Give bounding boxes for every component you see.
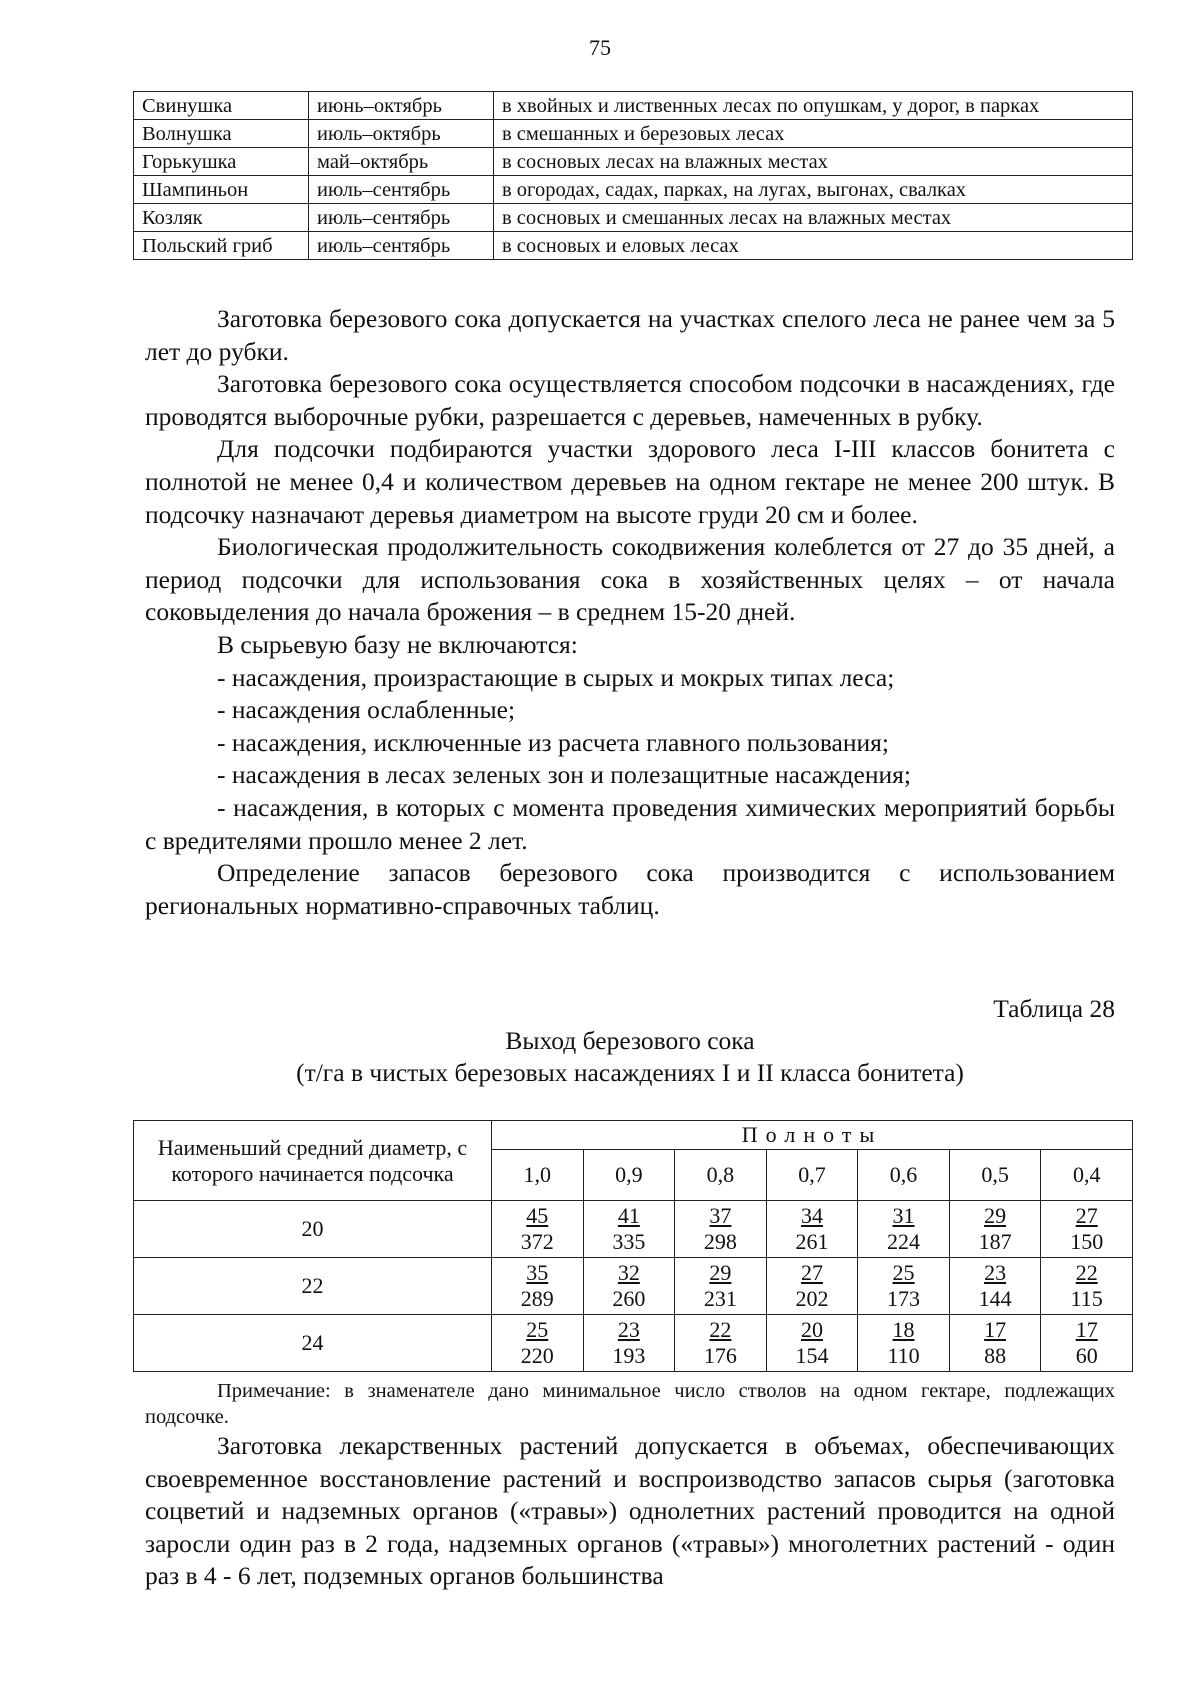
list-item: - насаждения, исключенные из расчета главного пользования; [217, 727, 889, 757]
note-text: Примечание: в знаменателе дано минимальное число стволов на одном гектаре, подлежащих подсочке. [145, 1380, 1115, 1428]
sap-yield: 34 [800, 1203, 823, 1228]
harvest-period: май–октябрь [309, 148, 494, 176]
value-cell [583, 1201, 675, 1258]
sap-yield: 27 [1075, 1203, 1098, 1228]
min-trunks: 298 [703, 1229, 737, 1254]
min-trunks: 220 [520, 1343, 554, 1368]
value-cell [583, 1258, 675, 1315]
min-trunks: 260 [612, 1286, 646, 1311]
harvest-period: июль–сентябрь [309, 176, 494, 204]
value-cell [492, 1201, 584, 1258]
diameter-cell: 22 [134, 1258, 492, 1315]
min-trunks: 202 [795, 1286, 829, 1311]
value-cell [766, 1315, 858, 1372]
min-trunks: 289 [520, 1286, 554, 1311]
min-trunks: 193 [612, 1343, 646, 1368]
birch-sap-text [145, 303, 1115, 922]
sap-yield: 29 [984, 1203, 1007, 1228]
sap-yield: 31 [892, 1203, 915, 1228]
harvest-period: июнь–октябрь [309, 92, 494, 120]
density-column-header: 0,6 [858, 1150, 950, 1201]
value-cell [492, 1258, 584, 1315]
row-header: Наименьший средний диаметр, с которого начинается подсочка [134, 1121, 492, 1201]
table-label: Таблица 28 [993, 994, 1115, 1023]
mushroom-name: Свинушка [134, 92, 309, 120]
table-row [134, 204, 1133, 232]
harvest-period: июль–сентябрь [309, 204, 494, 232]
birch-sap-table [133, 1120, 1133, 1372]
density-column-header: 0,9 [583, 1150, 675, 1201]
table-row [134, 92, 1133, 120]
sap-yield: 37 [709, 1203, 732, 1228]
min-trunks: 110 [887, 1343, 920, 1368]
table-row [134, 232, 1133, 260]
sap-yield: 45 [526, 1203, 549, 1228]
min-trunks: 150 [1070, 1229, 1104, 1254]
value-cell [492, 1315, 584, 1372]
group-header: Полноты [492, 1121, 1133, 1150]
mushroom-name: Польский гриб [134, 232, 309, 260]
mushroom-name: Горькушка [134, 148, 309, 176]
sap-yield: 25 [526, 1317, 549, 1342]
table-note [145, 1378, 1115, 1430]
diameter-cell: 20 [134, 1201, 492, 1258]
sap-yield: 20 [800, 1317, 823, 1342]
table-row [134, 120, 1133, 148]
value-cell [675, 1315, 767, 1372]
paragraph-4: Биологическая продолжительность сокодвижения колеблется от 27 до 35 дней, а период подсочки для использования сока в хозяйственных целях – от начала соковыделения до начала брожения – в среднем 15-20 дней. [145, 532, 1115, 627]
value-cell [858, 1258, 950, 1315]
paragraph-5: В сырьевую базу не включаются: [217, 629, 578, 659]
paragraph-1: Заготовка березового сока допускается на участках спелого леса не ранее чем за 5 лет до рубки. [145, 304, 1115, 366]
value-cell [949, 1315, 1041, 1372]
list-item: - насаждения ослабленные; [217, 695, 516, 725]
list-item: - насаждения, в которых с момента проведения химических мероприятий борьбы с вредителями прошло менее 2 лет. [145, 792, 1115, 855]
min-trunks: 261 [795, 1229, 829, 1254]
sap-yield: 27 [800, 1260, 823, 1285]
sap-yield: 18 [892, 1317, 915, 1342]
value-cell [858, 1315, 950, 1372]
min-trunks: 144 [978, 1286, 1012, 1311]
value-cell [675, 1258, 767, 1315]
sap-yield: 35 [526, 1260, 549, 1285]
mushroom-name: Волнушка [134, 120, 309, 148]
medicinal-plants-text [145, 1430, 1115, 1593]
density-column-header: 1,0 [492, 1150, 584, 1201]
sap-yield: 23 [984, 1260, 1007, 1285]
min-trunks: 231 [703, 1286, 737, 1311]
density-column-header: 0,7 [766, 1150, 858, 1201]
min-trunks: 173 [887, 1286, 921, 1311]
habitat: в смешанных и березовых лесах [494, 120, 1133, 148]
mushroom-name: Шампиньон [134, 176, 309, 204]
habitat: в сосновых и еловых лесах [494, 232, 1133, 260]
page-number: 75 [589, 35, 611, 60]
harvest-period: июль–сентябрь [309, 232, 494, 260]
table-row [134, 1201, 1133, 1258]
harvest-period: июль–октябрь [309, 120, 494, 148]
sap-yield: 22 [709, 1317, 732, 1342]
density-column-header: 0,8 [675, 1150, 767, 1201]
table-row [134, 148, 1133, 176]
value-cell [583, 1315, 675, 1372]
list-item: - насаждения, произрастающие в сырых и мокрых типах леса; [217, 662, 895, 692]
sap-yield: 23 [617, 1317, 640, 1342]
table-title: Выход березового сока [505, 1026, 755, 1055]
value-cell [766, 1201, 858, 1258]
habitat: в хвойных и лиственных лесах по опушкам, у дорог, в парках [494, 92, 1133, 120]
sap-yield: 32 [617, 1260, 640, 1285]
diameter-cell: 24 [134, 1315, 492, 1372]
paragraph-2: Заготовка березового сока осуществляется способом подсочки в насаждениях, где проводятся выборочные рубки, разрешается с деревьев, намеченных в рубку. [145, 369, 1115, 431]
paragraph-7: Заготовка лекарственных растений допускается в объемах, обеспечивающих своевременное восстановление растений и воспроизводство запасов сырья (заготовка соцветий и надземных органов («травы») однолетних растений проводится на одной заросли один раз в 2 года, надземных органов («травы») многолетних растений - один раз в 4 - 6 лет, подземных органов большинства [145, 1431, 1115, 1591]
paragraph-3: Для подсочки подбираются участки здорового леса I-III классов бонитета с полнотой не менее 0,4 и количеством деревьев на одном гектаре не менее 200 штук. В подсочку назначают деревья диаметром на высоте груди 20 см и более. [145, 434, 1115, 529]
mushroom-table [133, 91, 1133, 260]
value-cell [949, 1201, 1041, 1258]
sap-yield: 17 [1075, 1317, 1098, 1342]
table-subtitle: (т/га в чистых березовых насаждениях I и II класса бонитета) [296, 1058, 964, 1087]
min-trunks: 372 [520, 1229, 554, 1254]
table-row [134, 1258, 1133, 1315]
min-trunks: 154 [795, 1343, 829, 1368]
value-cell [949, 1258, 1041, 1315]
sap-yield: 22 [1075, 1260, 1098, 1285]
mushroom-name: Козляк [134, 204, 309, 232]
density-column-header: 0,4 [1041, 1150, 1133, 1201]
table-row [134, 176, 1133, 204]
min-trunks: 224 [887, 1229, 921, 1254]
value-cell [1041, 1258, 1133, 1315]
habitat: в сосновых и смешанных лесах на влажных местах [494, 204, 1133, 232]
min-trunks: 115 [1070, 1286, 1103, 1311]
min-trunks: 88 [984, 1343, 1007, 1368]
value-cell [858, 1201, 950, 1258]
table-row [134, 1315, 1133, 1372]
value-cell [675, 1201, 767, 1258]
sap-yield: 25 [892, 1260, 915, 1285]
value-cell [1041, 1315, 1133, 1372]
min-trunks: 335 [612, 1229, 646, 1254]
sap-yield: 29 [709, 1260, 732, 1285]
habitat: в огородах, садах, парках, на лугах, выгонах, свалках [494, 176, 1133, 204]
min-trunks: 60 [1075, 1343, 1098, 1368]
density-column-header: 0,5 [949, 1150, 1041, 1201]
value-cell [766, 1258, 858, 1315]
min-trunks: 176 [703, 1343, 737, 1368]
sap-yield: 41 [617, 1203, 640, 1228]
value-cell [1041, 1201, 1133, 1258]
sap-yield: 17 [984, 1317, 1007, 1342]
list-item: - насаждения в лесах зеленых зон и полезащитные насаждения; [217, 760, 911, 790]
habitat: в сосновых лесах на влажных местах [494, 148, 1133, 176]
paragraph-6: Определение запасов березового сока производится с использованием региональных нормативно-справочных таблиц. [145, 858, 1115, 920]
min-trunks: 187 [978, 1229, 1012, 1254]
